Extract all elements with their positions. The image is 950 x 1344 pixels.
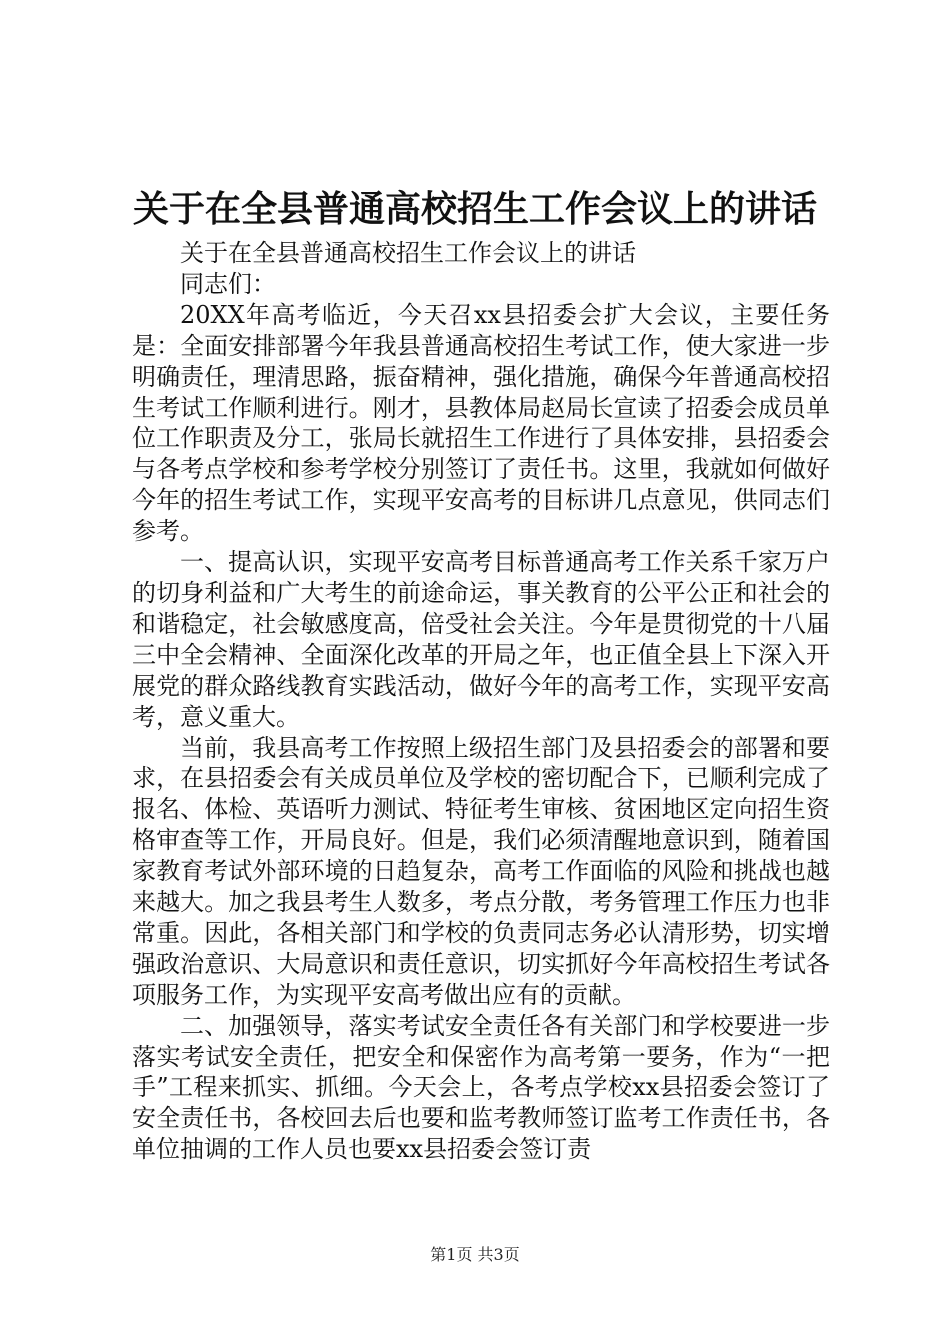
document-title: 关于在全县普通高校招生工作会议上的讲话 [132,188,817,230]
document-body [132,238,830,1165]
body-paragraph-intro: 20XX年高考临近，今天召xx县招委会扩大会议，主要任务是：全面安排部署今年我县普通高校招生考试工作，使大家进一步明确责任，理清思路，振奋精神，强化措施，确保今年普通高校招生考试工作顺利进行。刚才，县教体局赵局长宣读了招委会成员单位工作职责及分工，张局长就招生工作进行了具体安排，县招委会与各考点学校和参考学校分别签订了责任书。这里，我就如何做好今年的招生考试工作，实现平安高考的目标讲几点意见，供同志们参考。 [132,300,830,546]
body-paragraph-section-2: 二、加强领导，落实考试安全责任各有关部门和学校要进一步落实考试安全责任，把安全和保密作为高考第一要务，作为“一把手”工程来抓实、抓细。今天会上，各考点学校xx县招委会签订了安全责任书，各校回去后也要和监考教师签订监考工作责任书，各单位抽调的工作人员也要xx县招委会签订责 [132,1011,830,1164]
page-number-footer: 第1页 共3页 [430,1245,520,1264]
body-paragraph-section-1: 一、提高认识，实现平安高考目标普通高考工作关系千家万户的切身利益和广大考生的前途命运，事关教育的公平公正和社会的和谐稳定，社会敏感度高，倍受社会关注。今年是贯彻党的十八届三中全会精神、全面深化改革的开局之年，也正值全县上下深入开展党的群众路线教育实践活动，做好今年的高考工作，实现平安高考，意义重大。 [132,548,830,731]
salutation-paragraph: 同志们： [180,269,276,298]
subtitle-paragraph: 关于在全县普通高校招生工作会议上的讲话 [180,239,636,267]
body-paragraph-current-status: 当前，我县高考工作按照上级招生部门及县招委会的部署和要求，在县招委会有关成员单位及学校的密切配合下，已顺利完成了报名、体检、英语听力测试、特征考生审核、贫困地区定向招生资格审查等工作，开局良好。但是，我们必须清醒地意识到，随着国家教育考试外部环境的日趋复杂，高考工作面临的风险和挑战也越来越大。加之我县考生人数多，考点分散，考务管理工作压力也非常重。因此，各相关部门和学校的负责同志务必认清形势，切实增强政治意识、大局意识和责任意识，切实抓好今年高校招生考试各项服务工作，为实现平安高考做出应有的贡献。 [132,733,830,1009]
